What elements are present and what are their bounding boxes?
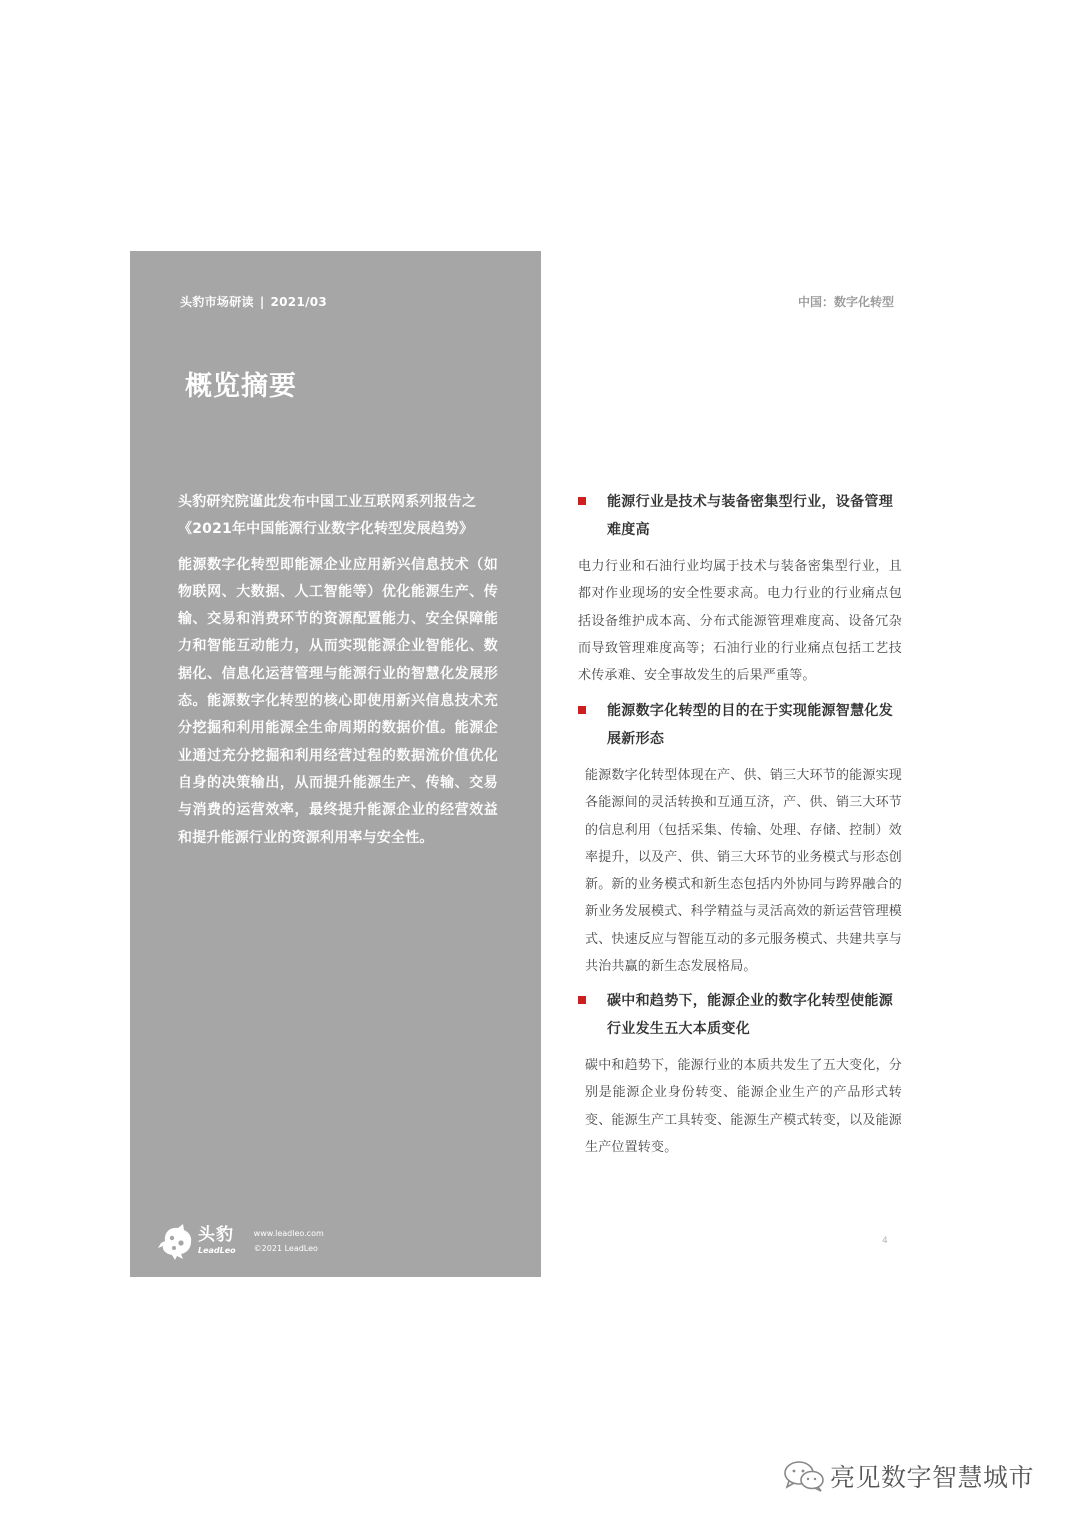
summary-panel (130, 251, 541, 1277)
wechat-watermark (782, 1458, 1034, 1494)
intro-line-1: 头豹研究院谨此发布中国工业互联网系列报告之 (178, 494, 477, 510)
section-body: 碳中和趋势下，能源行业的本质共发生了五大变化，分别是能源企业身份转变、能源企业生产的产品形式转变、能源生产工具转变、能源生产模式转变，以及能源生产位置转变。 (585, 1058, 902, 1155)
intro-paragraph: 能源数字化转型即能源企业应用新兴信息技术（如物联网、大数据、人工智能等）优化能源生产、传输、交易和消费环节的资源配置能力、安全保障能力和智能互动能力，从而实现能源企业智能化、数据化、信息化运营管理与能源行业的智慧化发展形态。能源数字化转型的核心即使用新兴信息技术充分挖掘和利用能源全生命周期的数据价值。能源企业通过充分挖掘和利用经营过程的数据流价值优化自身的决策输出，从而提升能源生产、传输、交易与消费的运营效率，最终提升能源企业的经营效益和提升能源行业的资源利用率与安全性。 (178, 556, 498, 846)
brand-label: 头豹市场研读 (180, 295, 254, 309)
section-body: 能源数字化转型体现在产、供、销三大环节的能源实现各能源间的灵活转换和互通互济，产、供、销三大环节的信息利用（包括采集、传输、处理、存储、控制）效率提升，以及产、供、销三大环节的业务模式与形态创新。新的业务模式和新生态包括内外协同与跨界融合的新业务发展模式、科学精益与灵活高效的新运营管理模式、快速反应与智能互动的多元服务模式、共建共享与共治共赢的新生态发展格局。 (585, 768, 902, 975)
section-title (578, 697, 902, 753)
section-title (578, 987, 902, 1043)
section-title-text: 碳中和趋势下，能源企业的数字化转型使能源行业发生五大本质变化 (607, 993, 893, 1037)
header-separator: | (259, 295, 265, 309)
page-title: 概览摘要 (185, 371, 297, 402)
section-1 (578, 488, 902, 689)
leopard-logo-icon (156, 1221, 194, 1261)
section-title (578, 488, 902, 544)
watermark-text: 亮见数字智慧城市 (830, 1463, 1035, 1492)
section-title-text: 能源数字化转型的目的在于实现能源智慧化发展新形态 (607, 703, 893, 747)
wechat-icon (782, 1459, 826, 1493)
red-square-bullet-icon (578, 996, 586, 1004)
intro-block (178, 489, 498, 852)
intro-line-2: 《2021年中国能源行业数字化转型发展趋势》 (178, 521, 474, 538)
logo-en: LeadLeo (198, 1246, 236, 1255)
red-square-bullet-icon (578, 497, 586, 505)
report-header (180, 293, 327, 310)
website-link[interactable]: www.leadleo.com (253, 1229, 324, 1238)
report-category: 中国：数字化转型 (798, 295, 895, 309)
section-title-text: 能源行业是技术与装备密集型行业，设备管理难度高 (607, 494, 893, 538)
logo-wordmark (198, 1226, 236, 1256)
footer-meta (254, 1226, 324, 1256)
section-body: 电力行业和石油行业均属于技术与装备密集型行业，且都对作业现场的安全性要求高。电力行业的行业痛点包括设备维护成本高、分布式能源管理难度高、设备冗杂而导致管理难度高等；石油行业的行业痛点包括工艺技术传承难、安全事故发生的后果严重等。 (578, 559, 902, 684)
report-date: 2021/03 (270, 295, 328, 309)
section-3 (578, 987, 902, 1161)
red-square-bullet-icon (578, 706, 586, 714)
page-number: 4 (882, 1236, 888, 1246)
panel-footer (156, 1221, 324, 1261)
logo-cn: 头豹 (198, 1225, 234, 1245)
copyright-text: ©2021 LeadLeo (253, 1244, 318, 1253)
section-2 (578, 697, 902, 980)
